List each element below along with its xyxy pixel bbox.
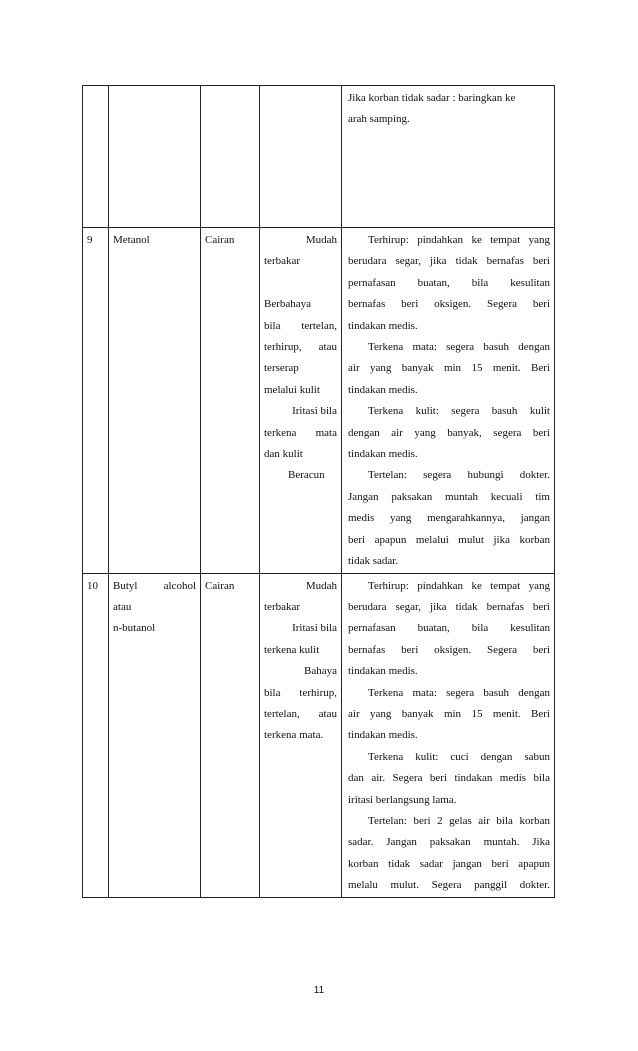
handling-line: dengan air yang banyak, segera beri xyxy=(348,426,550,439)
handling-line: Terkena kulit: segera basuh kulit xyxy=(368,405,550,418)
handling-line: melalu mulut. Segera panggil dokter. xyxy=(348,879,550,892)
cell-name xyxy=(109,228,201,574)
handling-line: tindakan medis. xyxy=(348,665,418,678)
cell-name xyxy=(109,86,201,228)
handling-line: Jika korban tidak sadar : baringkan ke xyxy=(348,92,516,104)
handling-line: air yang banyak min 15 menit. Beri xyxy=(348,707,550,720)
page-number: 11 xyxy=(313,985,325,996)
handling-line: tidak sadar. xyxy=(348,555,399,568)
handling-line: pernafasan buatan, bila kesulitan xyxy=(348,622,550,635)
handling-line: Tertelan: beri 2 gelas air bila korban xyxy=(368,814,550,827)
handling-line: air yang banyak min 15 menit. Beri xyxy=(348,362,550,375)
name-line: n-butanol xyxy=(113,622,156,635)
hazard-line: Beracun xyxy=(288,469,325,482)
handling-line: berudara segar, jika tidak bernafas beri xyxy=(348,600,550,613)
cell-hazard xyxy=(260,228,342,574)
handling-line: pernafasan buatan, bila kesulitan xyxy=(348,276,550,289)
cell-no: 10 xyxy=(83,573,109,897)
cell-no: 9 xyxy=(83,228,109,574)
handling-line: sadar. Jangan paksakan muntah. Jika xyxy=(348,836,550,849)
handling-line: arah samping. xyxy=(348,113,410,126)
hazard-line: bila terhirup, xyxy=(264,686,337,699)
handling-line: tindakan medis. xyxy=(348,319,418,332)
table-row xyxy=(83,573,555,897)
cell-hazard xyxy=(260,86,342,228)
cell-form: Cairan xyxy=(201,573,260,897)
hazard-line: Bahaya xyxy=(304,665,337,678)
handling-line: Tertelan: segera hubungi dokter. xyxy=(368,469,550,482)
handling-line: iritasi berlangsung lama. xyxy=(348,793,457,806)
handling-line: tindakan medis. xyxy=(348,729,418,742)
handling-line: bernafas beri oksigen. Segera beri xyxy=(348,298,550,311)
handling-line: beri apapun melalui mulut jika korban xyxy=(348,533,550,546)
hazard-line: Iritasi bila xyxy=(292,405,337,418)
handling-line: Terhirup: pindahkan ke tempat yang xyxy=(368,579,550,592)
hazard-line: tertelan, atau xyxy=(264,707,337,720)
cell-form xyxy=(201,86,260,228)
hazard-line: melalui kulit xyxy=(264,383,320,396)
handling-line: korban tidak sadar jangan beri apapun xyxy=(348,857,550,870)
cell-handling xyxy=(342,573,555,897)
handling-line: tindakan medis. xyxy=(348,383,418,396)
handling-line: Terkena mata: segera basuh dengan xyxy=(368,686,550,699)
handling-line: Terkena mata: segera basuh dengan xyxy=(368,341,550,354)
handling-line: dan air. Segera beri tindakan medis bila xyxy=(348,772,550,785)
hazard-line: Iritasi bila xyxy=(292,622,337,635)
hazard-line: terhirup, atau xyxy=(264,341,337,354)
hazard-line: bila tertelan, xyxy=(264,319,337,332)
hazard-line: terserap xyxy=(264,362,299,375)
hazard-line: terkena mata. xyxy=(264,729,324,742)
hazard-line: Mudah xyxy=(305,234,337,246)
table-row xyxy=(83,228,555,574)
handling-line: berudara segar, jika tidak bernafas beri xyxy=(348,255,550,268)
cell-hazard xyxy=(260,573,342,897)
name-line: Butyl alcohol xyxy=(113,579,196,592)
cell-handling xyxy=(342,86,555,228)
cell-form: Cairan xyxy=(201,228,260,574)
handling-line: tindakan medis. xyxy=(348,448,418,461)
hazard-line: Berbahaya xyxy=(264,298,312,311)
cell-name xyxy=(109,573,201,897)
chemical-safety-table xyxy=(82,85,555,898)
cell-handling xyxy=(342,228,555,574)
hazard-line xyxy=(264,273,337,294)
handling-line: Terkena kulit: cuci dengan sabun xyxy=(368,750,550,763)
name-line: atau xyxy=(113,600,132,613)
hazard-line: terkena kulit xyxy=(264,643,320,656)
hazard-line: Mudah xyxy=(305,579,337,592)
hazard-line: terbakar xyxy=(264,600,301,613)
hazard-line: terbakar xyxy=(264,255,301,268)
handling-line: bernafas beri oksigen. Segera beri xyxy=(348,643,550,656)
handling-line: Jangan paksakan muntah kecuali tim xyxy=(348,490,550,503)
table-row-continuation xyxy=(83,86,555,228)
hazard-line: dan kulit xyxy=(264,448,303,461)
cell-no xyxy=(83,86,109,228)
hazard-line: terkena mata xyxy=(264,426,337,439)
handling-line: medis yang mengarahkannya, jangan xyxy=(348,512,550,525)
handling-line: Terhirup: pindahkan ke tempat yang xyxy=(368,234,550,246)
name-line: Metanol xyxy=(113,234,150,246)
